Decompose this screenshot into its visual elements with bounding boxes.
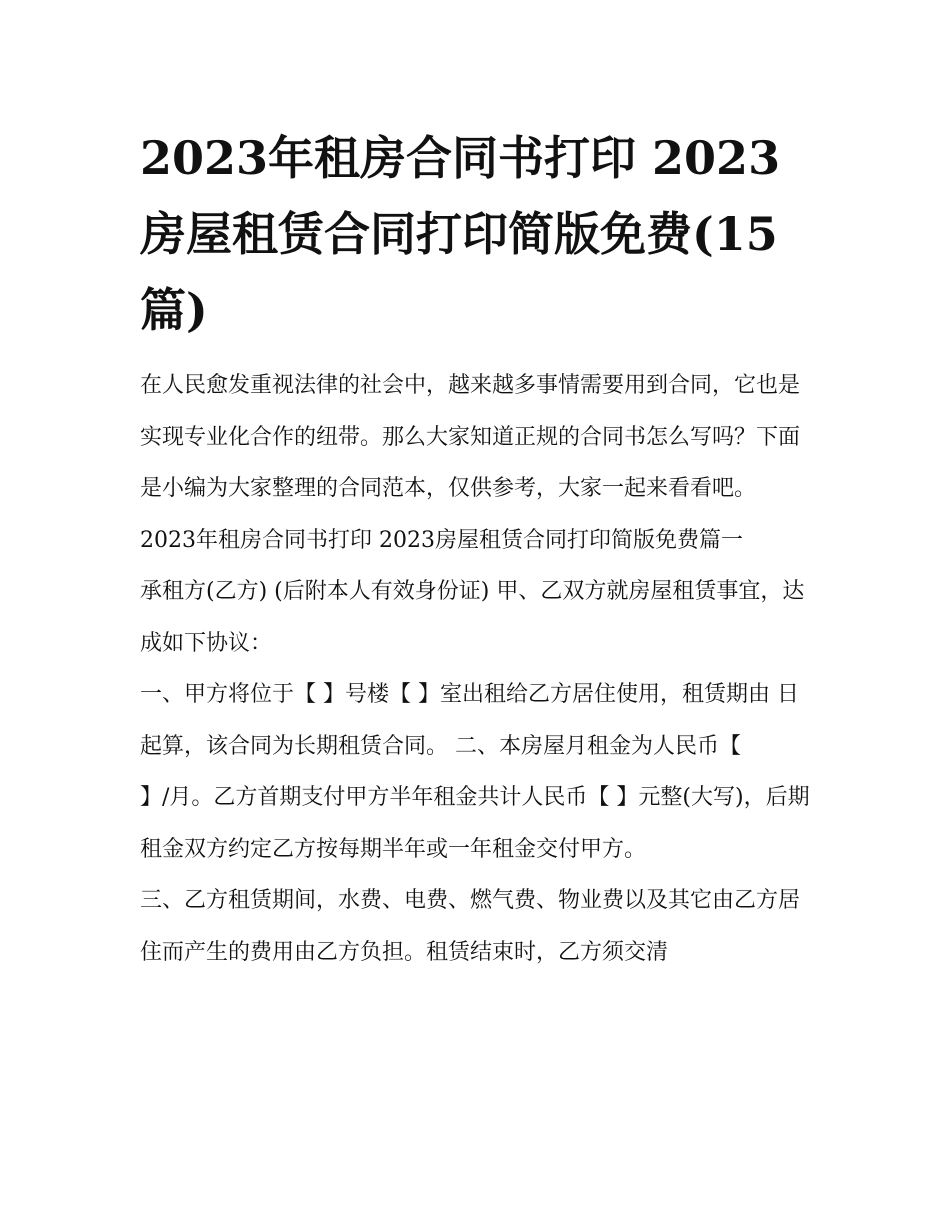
contract-paragraph: 一、甲方将位于【 】号楼【 】室出租给乙方居住使用，租赁期由 日起算，该合同为长期租赁合同。 二、本房屋月租金为人民币【 — [140, 682, 799, 759]
contract-paragraph: 】/月。乙方首期支付甲方半年租金共计人民币【 】元整(大写)，后期租金双方约定乙方按每期半年或一年租金交付甲方。 — [140, 785, 810, 862]
section-heading: 2023年租房合同书打印 2023房屋租赁合同打印简版免费篇一 — [140, 527, 743, 553]
intro-paragraph: 在人民愈发重视法律的社会中，越来越多事情需要用到合同，它也是实现专业化合作的纽带。那么大家知道正规的合同书怎么写吗？下面是小编为大家整理的合同范本，仅供参考，大家一起来看看吧。 — [140, 373, 801, 501]
contract-paragraph: 承租方(乙方) (后附本人有效身份证) 甲、乙双方就房屋租赁事宜，达成如下协议： — [140, 579, 805, 656]
document-title: 2023年租房合同书打印 2023房屋租赁合同打印简版免费(15篇) — [140, 131, 781, 337]
contract-paragraph: 三、乙方租赁期间，水费、电费、燃气费、物业费以及其它由乙方居住而产生的费用由乙方负担。租赁结束时，乙方须交清 — [140, 888, 801, 965]
document-page — [140, 120, 815, 978]
